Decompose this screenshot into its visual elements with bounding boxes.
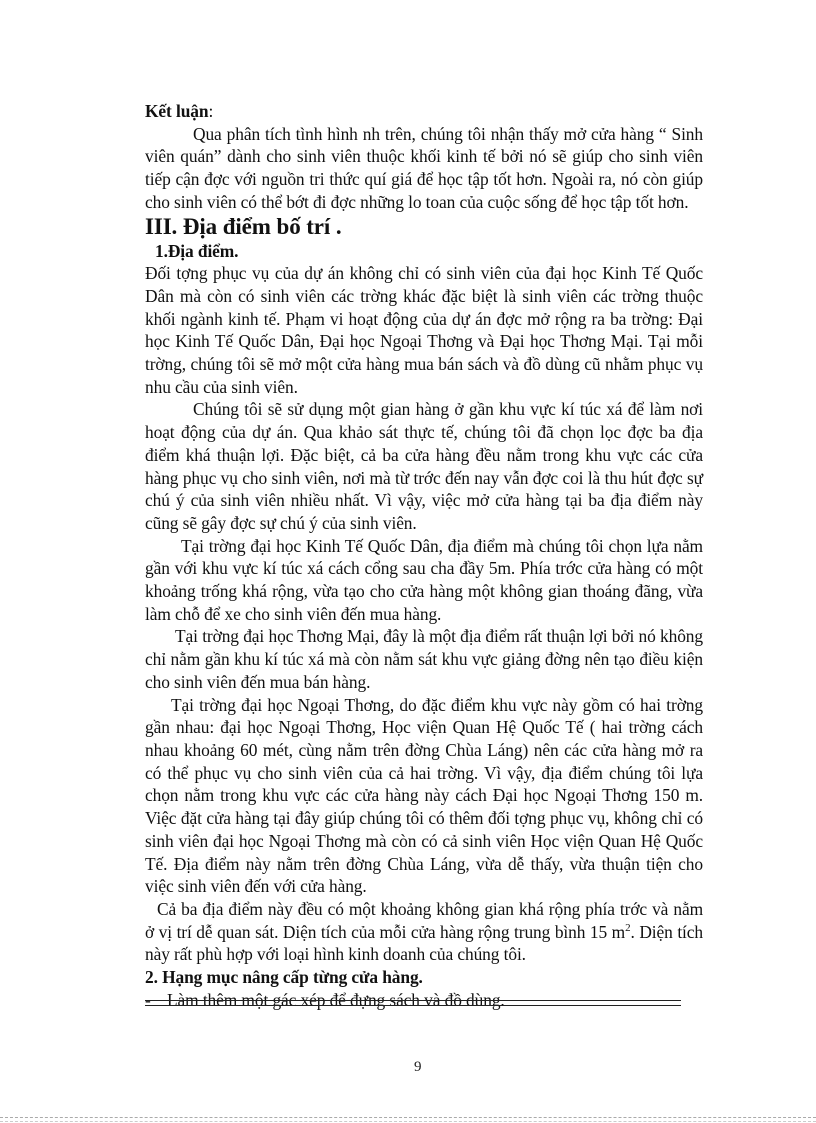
page-edge-dotted-line	[0, 1117, 816, 1118]
conclusion-heading-text: Kết luận	[145, 101, 209, 121]
document-body	[145, 100, 703, 1011]
paragraph-target-audience: Đối tợng phục vụ của dự án không chỉ có sinh viên của đại học Kinh Tế Quốc Dân mà còn có sinh viên các trờng khác đặc biệt là sinh viên các trờng thuộc khối ngành kinh tế. Phạm vi hoạt động của dự án đợc mở rộng ra ba trờng: Đại học Kinh Tế Quốc Dân, Đại học Ngoại Thơng và Đại học Thơng Mại. Tại mỗi trờng, chúng tôi sẽ mở một cửa hàng mua bán sách và đồ dùng cũ nhằm phục vụ nhu cầu của sinh viên.	[145, 263, 703, 397]
bullet-text: Làm thêm một gác xép để đựng sách và đồ dùng.	[167, 989, 505, 1010]
area-text: Cả ba địa điểm này đều có một khoảng không gian khá rộng phía trớc và nằm ở vị trí dễ quan sát. Diện tích của mỗi cửa hàng rộng trung bình 15 m	[145, 898, 703, 942]
bullet-dash: -	[145, 989, 151, 1010]
subsection-1-heading: 1.Địa điểm.	[155, 240, 239, 261]
paragraph-neu-location: Tại trờng đại học Kinh Tế Quốc Dân, địa điểm mà chúng tôi chọn lựa nằm gần với khu vực kí túc xá cách cổng sau cha đầy 5m. Phía trớc cửa hàng có một khoảng trống khá rộng, vừa tạo cho cửa hàng một không gian thoáng đãng, vừa làm chỗ để xe cho sinh viên đến mua hàng.	[145, 535, 703, 624]
area-tail: . Diện tích này rất phù hợp với loại hình kinh doanh của chúng tôi.	[145, 921, 703, 965]
paragraph-area	[145, 898, 703, 966]
conclusion-heading	[145, 100, 703, 123]
page-number: 9	[414, 1059, 422, 1075]
paragraph-ftu-location: Tại trờng đại học Ngoại Thơng, do đặc điểm khu vực này gồm có hai trờng gần nhau: đại học Ngoại Thơng, Học viện Quan Hệ Quốc Tế ( hai trờng cách nhau khoảng 60 mét, cùng nằm trên đờng Chùa Láng) nên các cửa hàng mở ra có thể phục vụ cho sinh viên của cả hai trờng. Vì vậy, địa điểm chúng tôi lựa chọn nằm trong khu vực các cửa hàng này cách Đại học Ngoại Thơng 150 m. Việc đặt cửa hàng tại đây giúp chúng tôi có thêm đối tợng phục vụ, không chỉ có sinh viên đại học Ngoại Thơng mà còn có cả sinh viên Học viện Quan Hệ Quốc Tế. Địa điểm này nằm trên đờng Chùa Láng, vừa dễ thấy, vừa thuận tiện cho việc sinh viên đến với cửa hàng.	[145, 694, 703, 897]
paragraph-tmu-location: Tại trờng đại học Thơng Mại, đây là một địa điểm rất thuận lợi bởi nó không chỉ nằm gần khu kí túc xá mà còn nằm sát khu vực giảng đờng nên tạo điều kiện cho sinh viên đến mua bán hàng.	[145, 626, 703, 692]
subsection-2-heading: 2. Hạng mục nâng cấp từng cửa hàng.	[145, 967, 423, 988]
paragraph-location-choice: Chúng tôi sẽ sử dụng một gian hàng ở gần khu vực kí túc xá để làm nơi hoạt động của dự án. Qua khảo sát thực tế, chúng tôi đã chọn lọc đợc ba địa điểm khá thuận lợi. Đặc biệt, cả ba cửa hàng đều nằm trong khu vực các cửa hàng phục vụ cho sinh viên, nơi mà từ trớc đến nay vẫn đợc coi là thu hút đợc sự chú ý của sinh viên nhiều nhất. Vì vậy, việc mở cửa hàng tại ba địa điểm này cũng sẽ gây đợc sự chú ý của sinh viên.	[145, 399, 703, 533]
upgrade-bullet-item	[145, 989, 703, 1011]
section-heading: III. Địa điểm bố trí .	[145, 213, 342, 239]
page-edge-dotted-line-secondary	[0, 1121, 816, 1122]
strikethrough-line	[145, 1000, 681, 1001]
conclusion-paragraph: Qua phân tích tình hình nh trên, chúng tôi nhận thấy mở cửa hàng “ Sinh viên quán” dành cho sinh viên thuộc khối kinh tế bởi nó sẽ giúp cho sinh viên tiếp cận đợc với nguồn tri thức quí giá để học tập tốt hơn. Ngoài ra, nó còn giúp cho sinh viên có thể bớt đi đợc những lo toan của cuộc sống để học tập tốt hơn.	[145, 123, 703, 212]
conclusion-heading-colon: :	[208, 101, 214, 121]
underline-rule	[145, 1005, 681, 1006]
area-superscript: 2	[625, 921, 631, 934]
